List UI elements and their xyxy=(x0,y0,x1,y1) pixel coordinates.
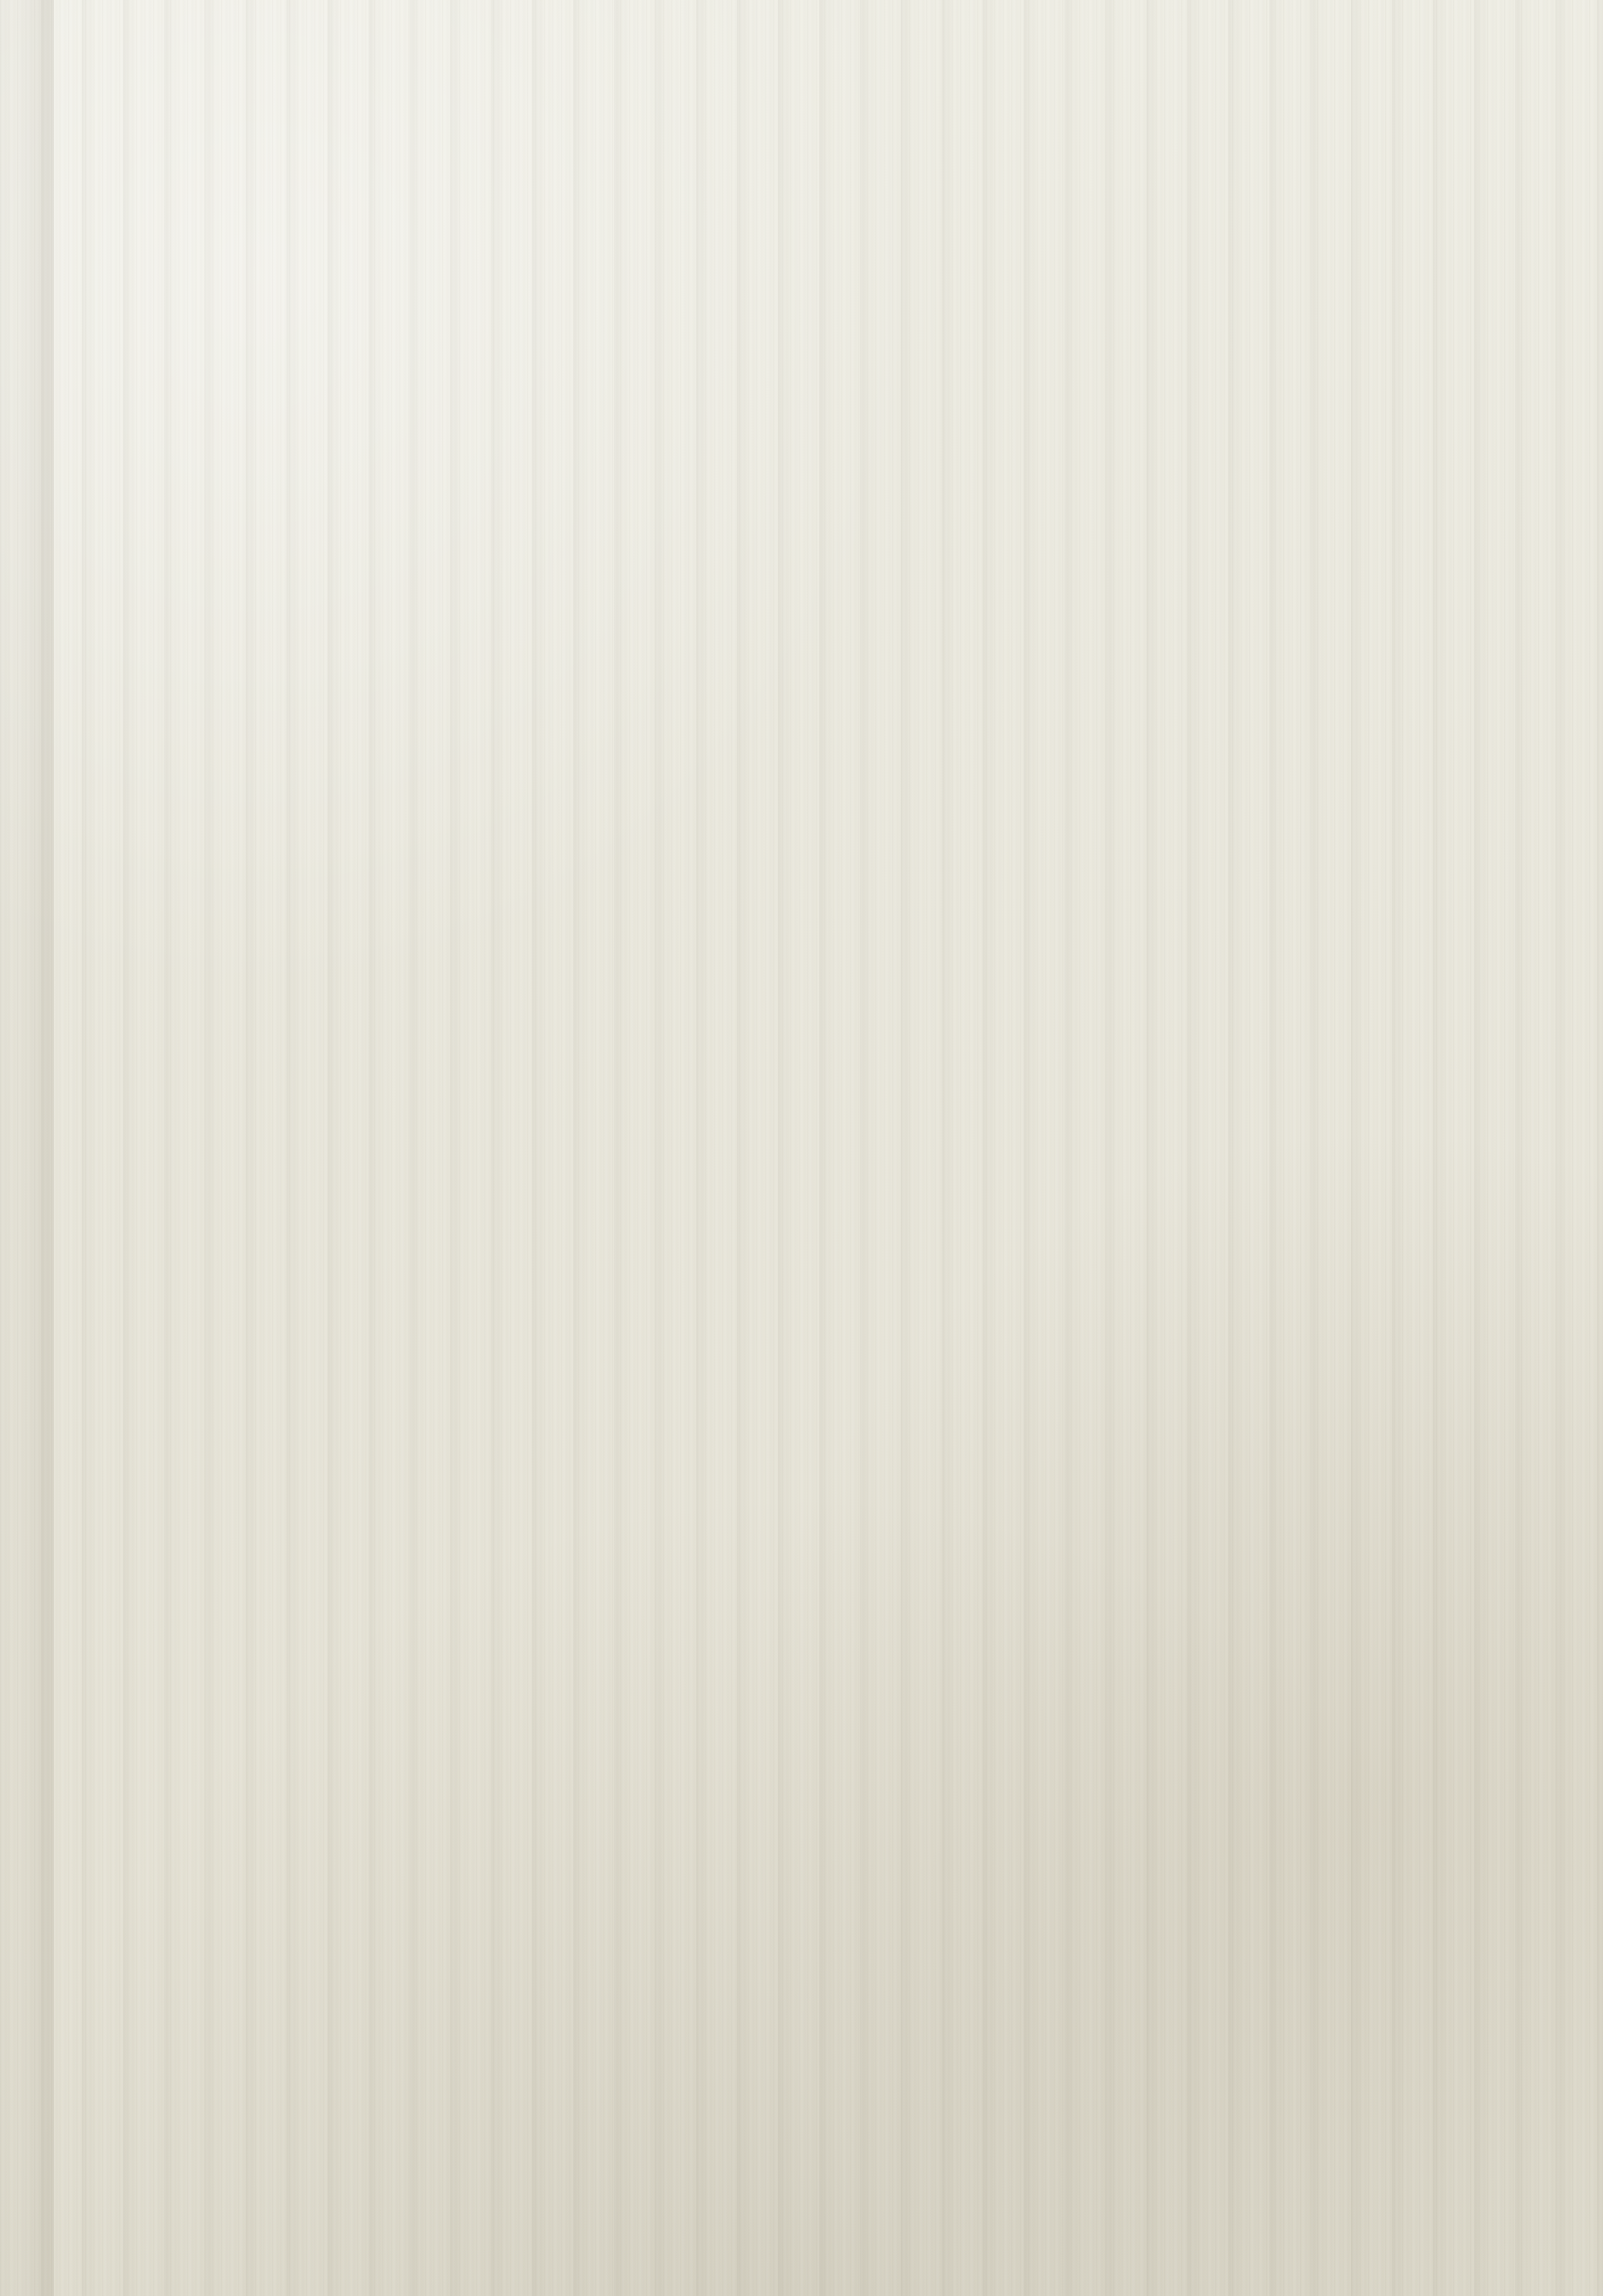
page-right-edge-shading xyxy=(0,0,54,2296)
